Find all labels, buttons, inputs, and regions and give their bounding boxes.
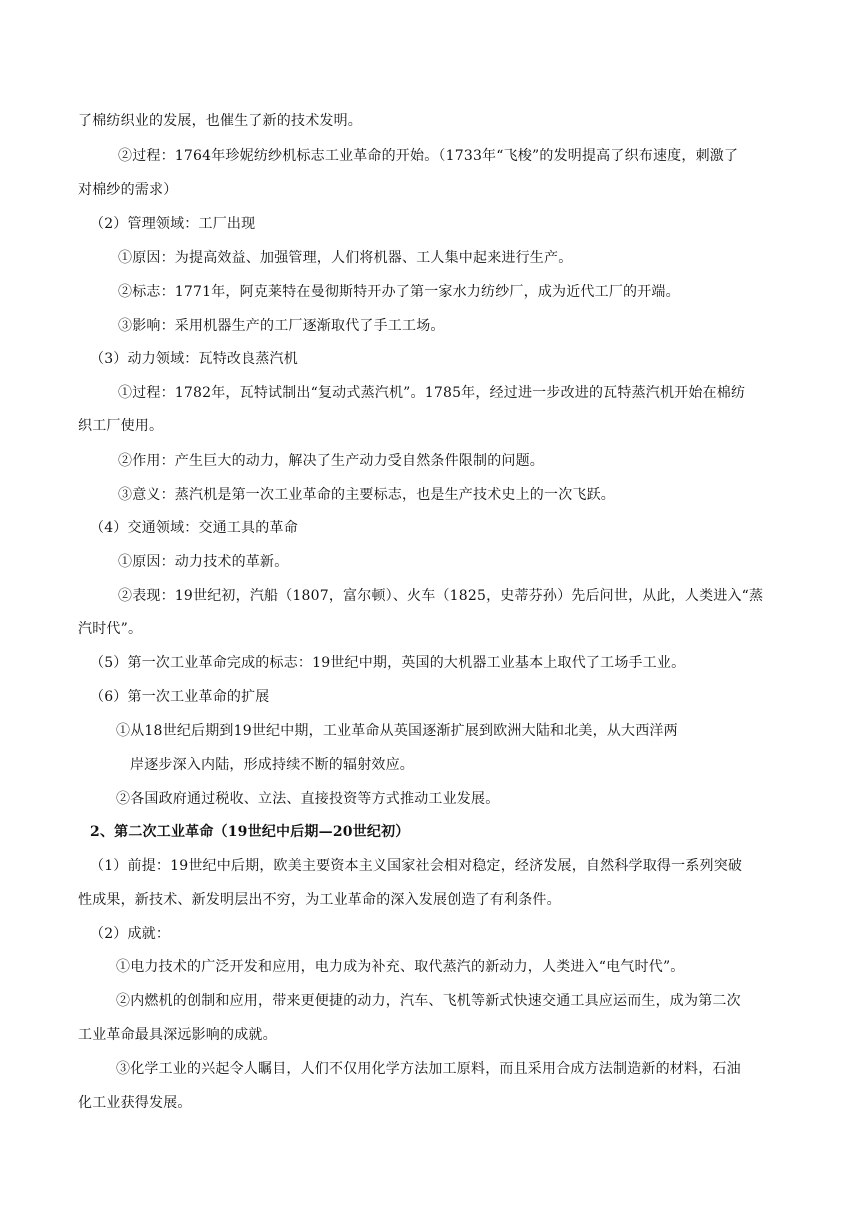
text-line: 汽时代”。 — [78, 621, 143, 637]
section-heading: 2、第二次工业革命（19世纪中后期—20世纪初） — [90, 824, 410, 840]
text-line: ①原因：为提高效益、加强管理，人们将机器、工人集中起来进行生产。 — [118, 250, 573, 266]
text-line: ③影响：采用机器生产的工厂逐渐取代了手工工场。 — [118, 318, 445, 334]
text-line: （3）动力领域：瓦特改良蒸汽机 — [90, 351, 298, 367]
text-line: ①从18世纪后期到19世纪中期，工业革命从英国逐渐扩展到欧洲大陆和北美，从大西洋两 — [116, 723, 678, 739]
text-line: ②过程：1764年珍妮纺纱机标志工业革命的开始。（1733年“飞梭”的发明提高了织布速度，刺激了 — [118, 148, 739, 164]
text-line: 性成果，新技术、新发明层出不穷，为工业革命的深入发展创造了有利条件。 — [78, 892, 561, 908]
text-line: 岸逐步深入内陆，形成持续不断的辐射效应。 — [130, 757, 414, 773]
text-line: ③化学工业的兴起令人瞩目，人们不仅用化学方法加工原料，而且采用合成方法制造新的材料，石油 — [116, 1061, 741, 1077]
text-line: 对棉纱的需求） — [78, 182, 178, 198]
text-line: 化工业获得发展。 — [78, 1095, 192, 1111]
text-line: （5）第一次工业革命完成的标志：19世纪中期，英国的大机器工业基本上取代了工场手工业。 — [90, 655, 686, 671]
text-line: （2）管理领域：工厂出现 — [90, 216, 256, 232]
text-line: （4）交通领域：交通工具的革命 — [90, 520, 298, 536]
text-line: ②各国政府通过税收、立法、直接投资等方式推动工业发展。 — [116, 791, 500, 807]
text-line: （2）成就： — [90, 926, 171, 942]
text-line: ②内燃机的创制和应用，带来更便捷的动力，汽车、飞机等新式快速交通工具应运而生，成为第二次 — [116, 993, 741, 1009]
text-line: （1）前提：19世纪中后期，欧美主要资本主义国家社会相对稳定，经济发展，自然科学取得一系列突破 — [90, 858, 743, 874]
text-line: ②标志：1771年，阿克莱特在曼彻斯特开办了第一家水力纺纱厂，成为近代工厂的开端。 — [118, 284, 680, 300]
text-line: ①电力技术的广泛开发和应用，电力成为补充、取代蒸汽的新动力，人类进入“电气时代”。 — [116, 959, 685, 975]
text-line: ①原因：动力技术的革新。 — [118, 554, 289, 570]
text-line: 工业革命最具深远影响的成就。 — [78, 1027, 277, 1043]
text-line: ②作用：产生巨大的动力，解决了生产动力受自然条件限制的问题。 — [118, 453, 544, 469]
text-line: 织工厂使用。 — [78, 418, 164, 434]
text-line: ③意义：蒸汽机是第一次工业革命的主要标志，也是生产技术史上的一次飞跃。 — [118, 487, 615, 503]
text-line: 了棉纺织业的发展，也催生了新的技术发明。 — [78, 113, 362, 129]
text-line: （6）第一次工业革命的扩展 — [90, 689, 270, 705]
text-line: ①过程：1782年，瓦特试制出“复动式蒸汽机”。1785年，经过进一步改进的瓦特蒸汽机开始在棉纺 — [118, 385, 746, 401]
text-line: ②表现：19世纪初，汽船（1807，富尔顿）、火车（1825，史蒂芬孙）先后问世，从此，人类进入“蒸 — [118, 588, 764, 604]
